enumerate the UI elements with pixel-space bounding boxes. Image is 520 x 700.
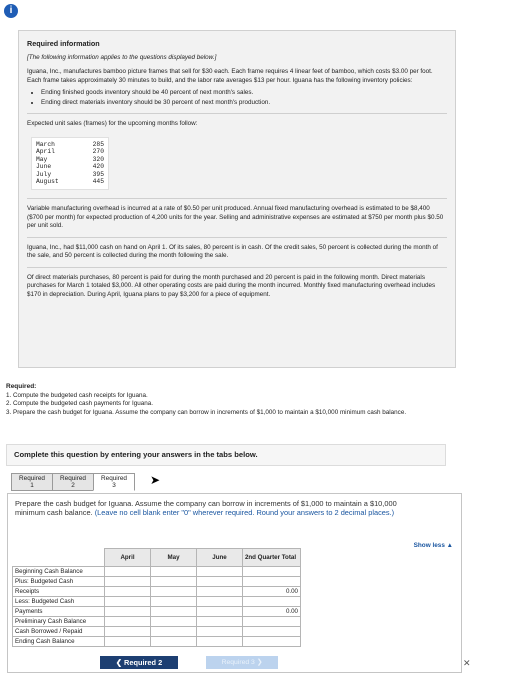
sales-row <box>36 156 104 164</box>
input-cell[interactable] <box>197 617 243 627</box>
policy-list <box>41 89 447 107</box>
divider <box>27 113 447 114</box>
header-spacer <box>13 549 105 567</box>
input-cell[interactable] <box>105 597 151 607</box>
sales-row <box>36 141 104 149</box>
input-cell[interactable] <box>197 597 243 607</box>
sales-row <box>36 171 104 179</box>
tab-label: Required <box>101 475 127 482</box>
table-row <box>13 597 301 607</box>
tab-number: 2 <box>71 482 75 490</box>
table-row <box>13 627 301 637</box>
table-row <box>13 577 301 587</box>
sales-month: May <box>36 155 48 163</box>
table-row <box>13 637 301 647</box>
table-row <box>13 607 301 617</box>
header-april: April <box>105 549 151 567</box>
row-label: Less: Budgeted Cash <box>13 597 105 607</box>
input-cell[interactable] <box>197 587 243 597</box>
table-row <box>13 567 301 577</box>
input-cell[interactable] <box>197 567 243 577</box>
cash-budget-table <box>12 548 301 647</box>
input-cell[interactable] <box>151 617 197 627</box>
total-cell[interactable] <box>243 567 301 577</box>
next-required-3-button[interactable]: Required 3 ❯ <box>206 656 278 669</box>
row-label: Preliminary Cash Balance <box>13 617 105 627</box>
sales-units: 395 <box>92 170 104 178</box>
overhead-text: Variable manufacturing overhead is incurred at a rate of $0.50 per unit produced. Annual fixed manufacturing overhead is estimated to be $8,400 ($700 per month) for expected production of 4,200 units for the year. Selling and administrative expenses are estimated at $750 per month plus $0.50 per unit sold. <box>27 205 444 229</box>
row-label: Ending Cash Balance <box>13 637 105 647</box>
panel-heading: Required information <box>27 39 100 48</box>
show-less-link[interactable]: Show less ▲ <box>413 542 453 549</box>
sales-month: April <box>36 148 55 156</box>
tab-label: Required <box>19 475 45 482</box>
sales-month: March <box>36 140 55 148</box>
required-section <box>6 383 476 417</box>
input-cell[interactable] <box>105 617 151 627</box>
row-label: Cash Borrowed / Repaid <box>13 627 105 637</box>
sales-row <box>36 148 104 156</box>
sales-month: June <box>36 163 52 171</box>
divider <box>27 267 447 268</box>
header-may: May <box>151 549 197 567</box>
required-item: 1. Compute the budgeted cash receipts for Iguana. <box>6 391 148 399</box>
header-june: June <box>197 549 243 567</box>
total-cell[interactable] <box>243 597 301 607</box>
total-cell[interactable] <box>243 627 301 637</box>
divider <box>27 198 447 199</box>
total-cell[interactable] <box>243 617 301 627</box>
table-header-row <box>13 549 301 567</box>
input-cell[interactable] <box>151 567 197 577</box>
row-label: Payments <box>13 607 105 617</box>
sales-units: 270 <box>92 148 104 156</box>
policy-item: • Ending finished goods inventory should be 40 percent of next month's sales. <box>41 89 447 98</box>
total-cell[interactable] <box>243 577 301 587</box>
input-cell[interactable] <box>197 607 243 617</box>
instructions-note: (Leave no cell blank enter "0" wherever required. Round your answers to 2 decimal places.) <box>94 508 395 518</box>
input-cell[interactable] <box>197 637 243 647</box>
total-cell[interactable] <box>243 637 301 647</box>
tab-panel <box>7 493 462 673</box>
tab-label: Required <box>60 475 86 482</box>
required-item: 3. Prepare the cash budget for Iguana. Assume the company can borrow in increments of $1,000 to maintain a $10,000 minimum cash balance. <box>6 408 407 416</box>
sales-units: 420 <box>92 163 104 171</box>
policy-item: • Ending direct materials inventory should be 30 percent of next month's production. <box>41 99 447 108</box>
table-row <box>13 587 301 597</box>
cash-text: Iguana, Inc., had $11,000 cash on hand on April 1. Of its sales, 80 percent is in cash. Of the credit sales, 50 percent is collected during the month of the sale, and 50 percent is collected during the month following the sale. <box>27 243 438 259</box>
instructions-text: Prepare the cash budget for Iguana. Assume the company can borrow in increments of $1,000 to maintain a $10,000 minimum cash balance. <box>15 499 397 518</box>
input-cell[interactable] <box>105 627 151 637</box>
row-label: Plus: Budgeted Cash <box>13 577 105 587</box>
sales-month: August <box>36 178 59 186</box>
input-cell[interactable] <box>105 587 151 597</box>
mouse-cursor-icon: ➤ <box>150 473 161 487</box>
required-title: Required: <box>6 383 37 390</box>
total-cell[interactable]: 0.00 <box>243 587 301 597</box>
tab-required-1[interactable] <box>11 473 53 491</box>
tab-number: 1 <box>30 482 34 490</box>
expected-sales-label: Expected unit sales (frames) for the upcoming months follow: <box>27 120 198 128</box>
complete-instructions: Complete this question by entering your answers in the tabs below. <box>6 444 446 466</box>
input-cell[interactable] <box>151 627 197 637</box>
tab-required-2[interactable] <box>52 473 94 491</box>
info-icon: i <box>4 4 18 18</box>
panel-note: [The following information applies to the questions displayed below.] <box>27 53 217 61</box>
input-cell[interactable] <box>151 637 197 647</box>
input-cell[interactable] <box>197 627 243 637</box>
sales-row <box>36 178 104 186</box>
input-cell[interactable] <box>151 607 197 617</box>
total-cell[interactable]: 0.00 <box>243 607 301 617</box>
input-cell[interactable] <box>105 637 151 647</box>
tab-required-3[interactable] <box>93 473 135 491</box>
table-row <box>13 617 301 627</box>
input-cell[interactable] <box>151 577 197 587</box>
input-cell[interactable] <box>105 577 151 587</box>
input-cell[interactable] <box>105 607 151 617</box>
panel-intro: Iguana, Inc., manufactures bamboo picture frames that sell for $30 each. Each frame requires 4 linear feet of bamboo, which costs $3.00 per foot. Each frame takes approximately 30 minutes to build, and the labor rate averages $13 per hour. Iguana has the following inventory policies: <box>27 68 433 84</box>
required-information-panel <box>18 30 456 368</box>
sales-table <box>31 137 109 190</box>
input-cell[interactable] <box>197 577 243 587</box>
required-item: 2. Compute the budgeted cash payments for Iguana. <box>6 400 154 408</box>
previous-required-2-button[interactable]: ❮ Required 2 <box>100 656 178 669</box>
input-cell[interactable] <box>151 587 197 597</box>
input-cell[interactable] <box>105 567 151 577</box>
sales-month: July <box>36 170 52 178</box>
question-instructions <box>15 499 410 518</box>
sales-row <box>36 163 104 171</box>
sales-units: 320 <box>92 155 104 163</box>
tab-bar <box>11 473 134 491</box>
row-label: Beginning Cash Balance <box>13 567 105 577</box>
sales-units: 285 <box>92 140 104 148</box>
row-label: Receipts <box>13 587 105 597</box>
corner-mark-icon: ✕ <box>463 658 471 668</box>
input-cell[interactable] <box>151 597 197 607</box>
header-quarter-total: 2nd Quarter Total <box>243 549 301 567</box>
divider <box>27 237 447 238</box>
sales-units: 445 <box>92 178 104 186</box>
tab-number: 3 <box>112 482 116 490</box>
purchases-text: Of direct materials purchases, 80 percent is paid for during the month purchased and 20 percent is paid in the following month. Direct materials purchases for March 1 totaled $3,000. All other operating costs are paid during the month incurred. Monthly fixed manufacturing overhead includes $170 in depreciation. During April, Iguana plans to pay $3,200 for a piece of equipment. <box>27 273 436 298</box>
